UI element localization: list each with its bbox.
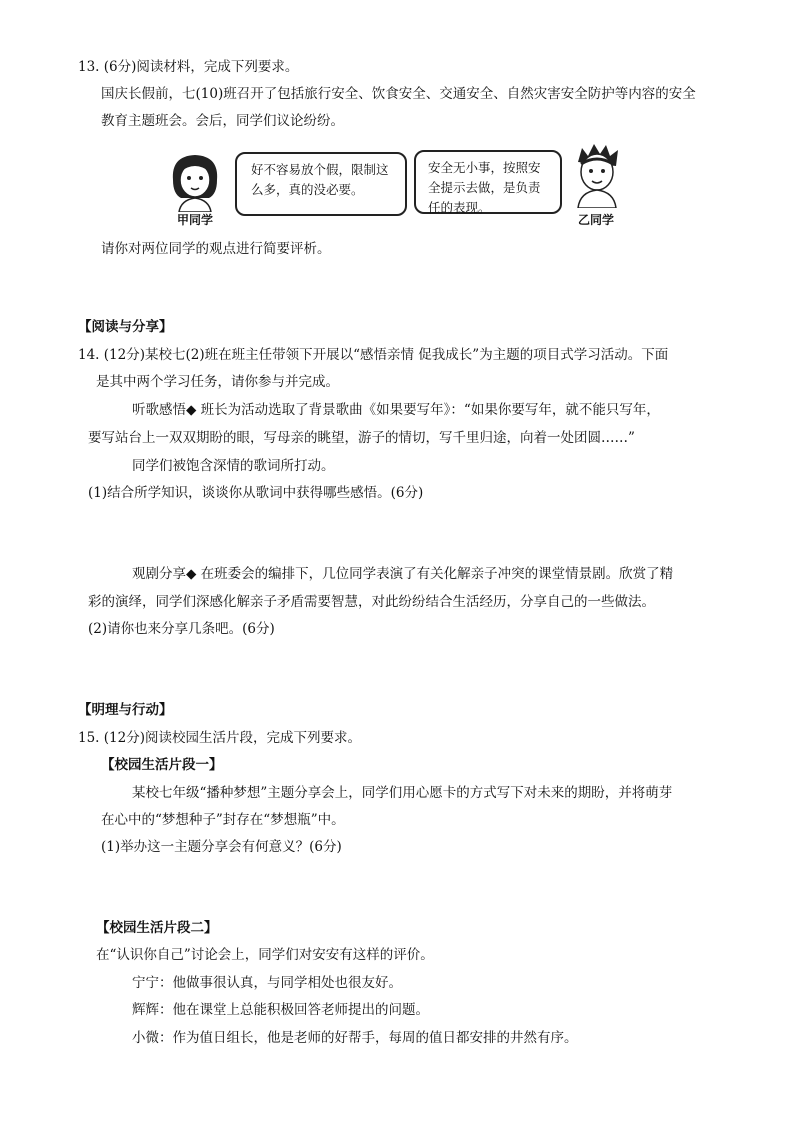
q13-heading: 13. (6分)阅读材料，完成下列要求。 (78, 59, 299, 75)
girl-illustration (165, 150, 225, 212)
q14-task2-line1: 观剧分享◆ 在班委会的编排下，几位同学表演了有关化解亲子冲突的课堂情景剧。欣赏了精 (132, 566, 674, 582)
q15-comment-huihui: 辉辉：他在课堂上总能积极回答老师提出的问题。 (132, 1002, 429, 1018)
left-speech-bubble: 好不容易放个假，限制这么多，真的没必要。 (235, 152, 407, 216)
q14-subquestion-2: (2)请你也来分享几条吧。(6分) (88, 621, 275, 637)
q15-heading: 15. (12分)阅读校园生活片段，完成下列要求。 (78, 730, 361, 746)
q13-material-line2: 教育主题班会。会后，同学们议论纷纷。 (101, 113, 344, 129)
q15-fragment1-line1: 某校七年级“播种梦想”主题分享会上，同学们用心愿卡的方式写下对未来的期盼，并将萌芽 (132, 785, 673, 801)
q13-question: 请你对两位同学的观点进行简要评析。 (101, 241, 331, 257)
q15-comment-xiaowei: 小微：作为值日组长，他是老师的好帮手，每周的值日都安排的井然有序。 (132, 1030, 578, 1046)
section-heading-action: 【明理与行动】 (78, 702, 173, 718)
q14-task1-line2: 要写站台上一双双期盼的眼，写母亲的眺望，游子的情切，写千里归途，向着一处团圆……” (88, 430, 635, 446)
left-student-label: 甲同学 (177, 213, 214, 227)
boy-illustration (566, 142, 628, 208)
q15-fragment2-intro: 在“认识你自己”讨论会上，同学们对安安有这样的评价。 (96, 947, 434, 963)
q15-fragment2-title: 【校园生活片段二】 (96, 920, 218, 936)
q14-task2-line2: 彩的演绎，同学们深感化解亲子矛盾需要智慧，对此纷纷结合生活经历，分享自己的一些做法。 (88, 594, 655, 610)
section-heading-reading: 【阅读与分享】 (78, 319, 173, 335)
q14-heading: 14. (12分)某校七(2)班在班主任带领下开展以“感悟亲情 促我成长”为主题的项目式学习活动。下面 (78, 347, 669, 363)
q14-task1-line3: 同学们被饱含深情的歌词所打动。 (132, 458, 335, 474)
q14-subquestion-1: (1)结合所学知识，谈谈你从歌词中获得哪些感悟。(6分) (88, 485, 424, 501)
q13-material-line1: 国庆长假前，七(10)班召开了包括旅行安全、饮食安全、交通安全、自然灾害安全防护等内容的安全 (101, 86, 696, 102)
right-student-label: 乙同学 (578, 213, 615, 227)
q15-fragment1-title: 【校园生活片段一】 (101, 757, 223, 773)
right-speech-bubble: 安全无小事，按照安全提示去做，是负责任的表现。 (414, 150, 562, 214)
q15-fragment1-line2: 在心中的“梦想种子”封存在“梦想瓶”中。 (101, 812, 345, 828)
q15-subquestion-1: (1)举办这一主题分享会有何意义？(6分) (101, 839, 342, 855)
q14-heading-line2: 是其中两个学习任务，请你参与并完成。 (96, 374, 339, 390)
q15-comment-ningning: 宁宁：他做事很认真，与同学相处也很友好。 (132, 975, 402, 991)
q14-task1-line1: 听歌感悟◆ 班长为活动选取了背景歌曲《如果要写年》：“如果你要写年，就不能只写年， (132, 402, 660, 418)
